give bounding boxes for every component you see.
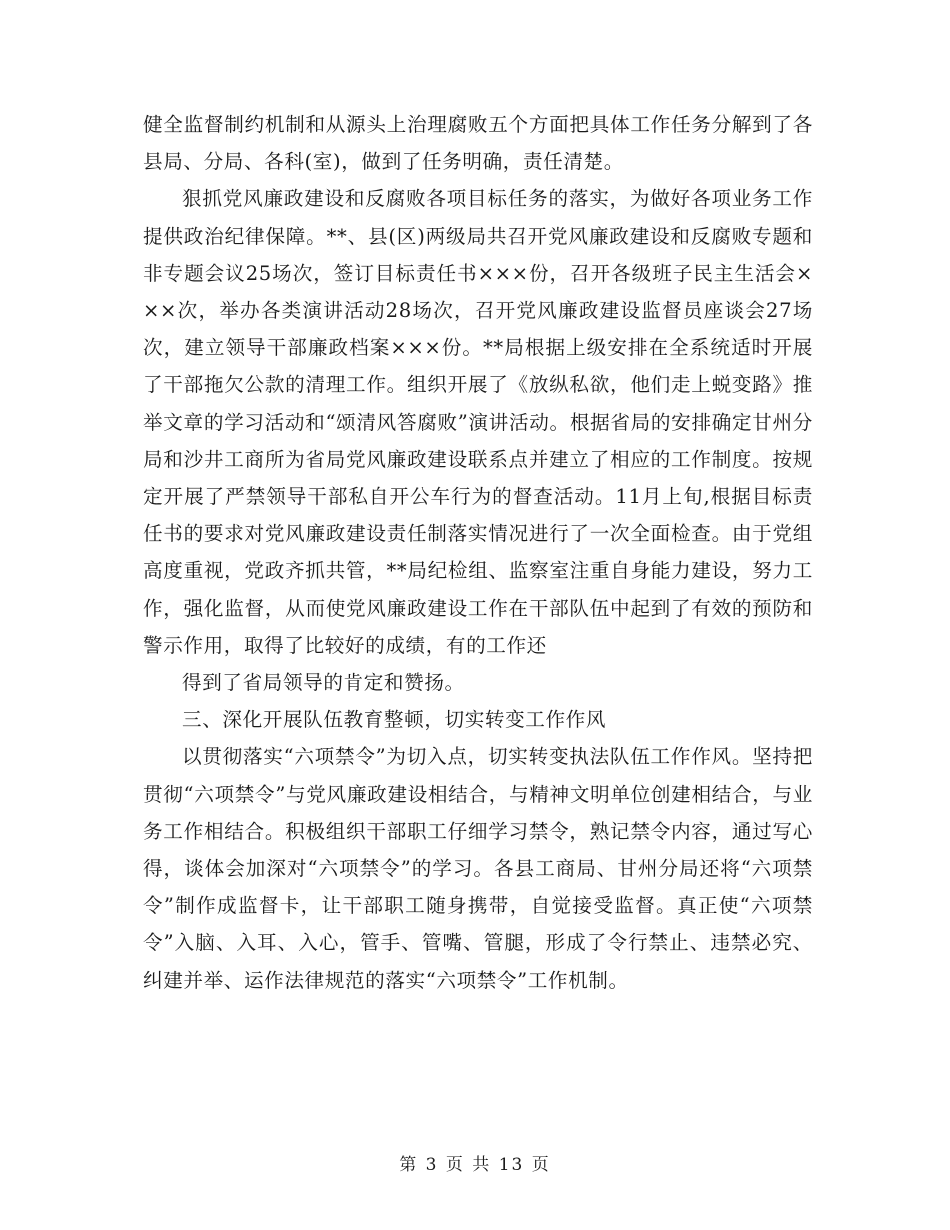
page-number-footer: 第 3 页 共 13 页 xyxy=(399,1155,551,1175)
paragraph-praise-line: 得到了省局领导的肯定和赞扬。 xyxy=(182,671,465,695)
paragraph-continuation: 健全监督制约机制和从源头上治理腐败五个方面把具体工作任务分解到了各县局、分局、各科(室)，做到了任务明确，责任清楚。 xyxy=(143,113,813,174)
document-body xyxy=(143,106,813,999)
paragraph-party-conduct: 狠抓党风廉政建设和反腐败各项目标任务的落实，为做好各项业务工作提供政治纪律保障。**、县(区)两级局共召开党风廉政建设和反腐败专题和非专题会议25场次，签订目标责任书×××份，召开各级班子民主生活会×××次，举办各类演讲活动28场次，召开党风廉政建设监督员座谈会27场次，建立领导干部廉政档案×××份。**局根据上级安排在全系统适时开展了干部拖欠公款的清理工作。组织开展了《放纵私欲，他们走上蜕变路》推举文章的学习活动和“颂清风答腐败”演讲活动。根据省局的安排确定甘州分局和沙井工商所为省局党风廉政建设联系点并建立了相应的工作制度。按规定开展了严禁领导干部私自开公车行为的督查活动。11月上旬,根据目标责任书的要求对党风廉政建设责任制落实情况进行了一次全面检查。由于党组高度重视，党政齐抓共管，**局纪检组、监察室注重自身能力建设，努力工作，强化监督，从而使党风廉政建设工作在干部队伍中起到了有效的预防和警示作用，取得了比较好的成绩，有的工作还 xyxy=(143,187,813,657)
section-heading-three: 三、深化开展队伍教育整顿，切实转变工作作风 xyxy=(182,708,607,732)
paragraph-six-prohibitions: 以贯彻落实“六项禁令”为切入点，切实转变执法队伍工作作风。坚持把贯彻“六项禁令”与党风廉政建设相结合，与精神文明单位创建相结合，与业务工作相结合。积极组织干部职工仔细学习禁令，熟记禁令内容，通过写心得，谈体会加深对“六项禁令”的学习。各县工商局、甘州分局还将“六项禁令”制作成监督卡，让干部职工随身携带，自觉接受监督。真正使“六项禁令”入脑、入耳、入心，管手、管嘴、管腿，形成了令行禁止、违禁必究、纠建并举、运作法律规范的落实“六项禁令”工作机制。 xyxy=(143,745,813,992)
